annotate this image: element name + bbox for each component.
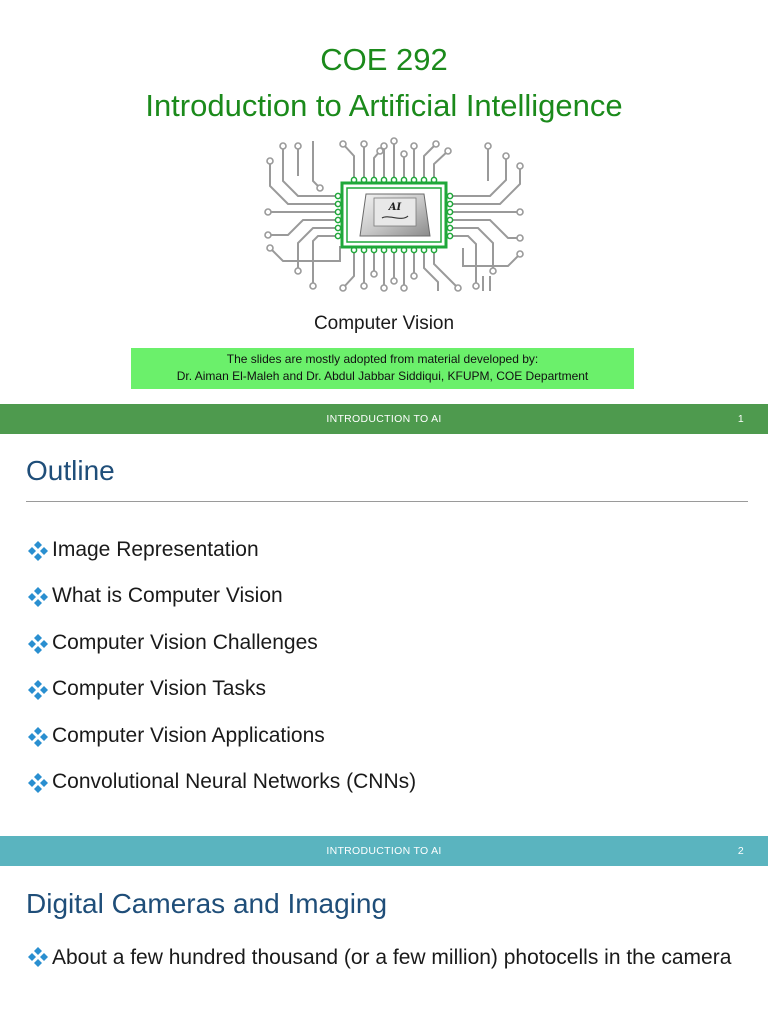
credit-line-2: Dr. Aiman El-Maleh and Dr. Abdul Jabbar Siddiqui, KFUPM, COE Department bbox=[176, 369, 589, 383]
heading-divider bbox=[26, 501, 748, 502]
list-item-label: What is Computer Vision bbox=[52, 584, 283, 608]
list-item bbox=[26, 538, 416, 584]
four-diamond-bullet-icon bbox=[26, 540, 50, 562]
credit-line-1: The slides are mostly adopted from material developed by: bbox=[226, 352, 539, 366]
title-slide bbox=[0, 0, 768, 404]
list-item bbox=[26, 770, 416, 816]
list-item bbox=[26, 631, 416, 677]
slide-footer-1 bbox=[0, 404, 768, 434]
outline-list bbox=[26, 538, 416, 816]
footer-text: INTRODUCTION TO AI bbox=[326, 845, 442, 857]
list-item-label: Computer Vision Tasks bbox=[52, 677, 266, 701]
bullet-text: About a few hundred thousand (or a few million) photocells in the camera bbox=[52, 946, 732, 969]
four-diamond-bullet-icon bbox=[26, 726, 50, 748]
four-diamond-bullet-icon bbox=[26, 586, 50, 608]
four-diamond-bullet-icon bbox=[26, 946, 50, 968]
course-code: COE 292 bbox=[320, 42, 448, 77]
footer-text: INTRODUCTION TO AI bbox=[326, 413, 442, 425]
credit-box bbox=[131, 348, 634, 389]
four-diamond-bullet-icon bbox=[26, 633, 50, 655]
slide3-heading: Digital Cameras and Imaging bbox=[26, 888, 388, 919]
four-diamond-bullet-icon bbox=[26, 679, 50, 701]
course-title: Introduction to Artificial Intelligence bbox=[145, 88, 623, 123]
page-number: 1 bbox=[737, 413, 744, 425]
page-number: 2 bbox=[737, 845, 744, 857]
slide-footer-2 bbox=[0, 836, 768, 866]
list-item-label: Computer Vision Applications bbox=[52, 723, 325, 747]
list-item-label: Image Representation bbox=[52, 538, 259, 561]
slide-subtitle: Computer Vision bbox=[313, 313, 455, 334]
list-item-label: Convolutional Neural Networks (CNNs) bbox=[52, 769, 417, 793]
four-diamond-bullet-icon bbox=[26, 772, 50, 794]
list-item bbox=[26, 677, 416, 723]
ai-chip-illustration bbox=[258, 136, 530, 294]
list-item-label: Computer Vision Challenges bbox=[52, 630, 318, 654]
list-item bbox=[26, 724, 416, 770]
chip-logo-text: AI bbox=[388, 202, 402, 213]
outline-heading: Outline bbox=[26, 455, 115, 486]
list-item bbox=[26, 584, 416, 630]
slide3-bullet bbox=[26, 944, 746, 972]
